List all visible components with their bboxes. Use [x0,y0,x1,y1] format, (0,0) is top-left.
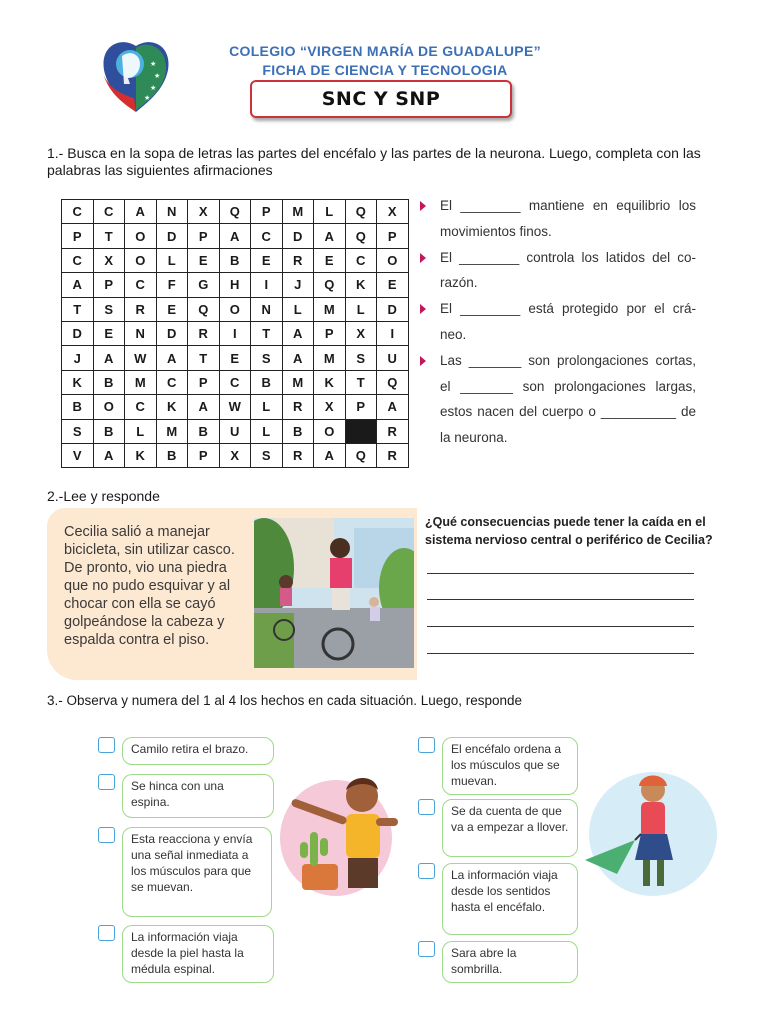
section2-heading: 2.-Lee y responde [47,488,160,504]
grid-row [62,200,409,224]
grid-cell: X [314,395,346,419]
grid-cell: X [345,321,377,345]
bullet-icon [420,304,426,314]
grid-cell: S [251,443,283,467]
grid-row [62,370,409,394]
statement-text: Las _______ son prolongaciones cortas, el _______ son prolongaciones largas, estos nacen del cuerpo o __________ de la neurona. [440,352,696,446]
answer-line[interactable] [427,573,694,574]
grid-cell: T [93,224,125,248]
grid-cell: A [125,200,157,224]
grid-cell: B [156,443,188,467]
grid-cell: Q [345,443,377,467]
grid-cell: O [314,419,346,443]
grid-cell: A [93,346,125,370]
number-checkbox[interactable] [98,774,115,790]
grid-cell: Q [314,273,346,297]
grid-cell: B [93,419,125,443]
grid-cell: E [156,297,188,321]
grid-cell: K [125,443,157,467]
grid-cell: C [156,370,188,394]
grid-cell: J [62,346,94,370]
grid-cell: O [125,224,157,248]
word-search-grid [61,199,409,468]
grid-cell: S [62,419,94,443]
number-checkbox[interactable] [98,827,115,843]
section1-instruction: 1.- Busca en la sopa de letras las partes del encéfalo y las partes de la neurona. Luego, completa con las palabras las siguientes afirmaciones [47,145,701,178]
grid-cell: U [377,346,409,370]
grid-cell: I [251,273,283,297]
grid-cell: B [251,370,283,394]
sequence-item: La información viaja desde la piel hasta la médula espinal. [122,925,274,983]
grid-cell: I [219,321,251,345]
grid-cell: R [125,297,157,321]
grid-cell: C [93,200,125,224]
grid-cell: P [188,370,220,394]
grid-cell: P [377,224,409,248]
grid-cell: M [282,370,314,394]
grid-cell: Q [188,297,220,321]
svg-text:★: ★ [154,73,161,80]
number-checkbox[interactable] [418,941,435,957]
grid-cell: W [219,395,251,419]
grid-row [62,346,409,370]
grid-cell: C [251,224,283,248]
grid-cell: L [156,248,188,272]
grid-cell: Q [345,224,377,248]
grid-cell: B [62,395,94,419]
number-checkbox[interactable] [98,737,115,753]
grid-cell: U [219,419,251,443]
statement-text: El ________ controla los latidos del co- razón. [440,249,696,291]
grid-cell: K [156,395,188,419]
grid-cell: L [314,200,346,224]
grid-cell: K [345,273,377,297]
boy-with-cactus-illustration [280,768,400,900]
grid-cell: D [156,224,188,248]
sequence-item: Se da cuenta de que va a empezar a llover. [442,799,578,857]
grid-cell: O [93,395,125,419]
grid-cell: E [377,273,409,297]
grid-cell: S [345,346,377,370]
grid-cell: X [188,200,220,224]
cyclists-photo [254,518,414,668]
grid-cell: C [62,200,94,224]
svg-text:★: ★ [150,61,157,68]
grid-cell: I [377,321,409,345]
grid-cell: N [156,200,188,224]
grid-cell: V [62,443,94,467]
grid-cell: E [188,248,220,272]
grid-cell: A [314,443,346,467]
grid-cell: L [125,419,157,443]
grid-cell: B [188,419,220,443]
school-name: COLEGIO “VIRGEN MARÍA DE GUADALUPE” [229,43,541,59]
grid-cell: E [93,321,125,345]
grid-cell: S [93,297,125,321]
grid-cell: B [282,419,314,443]
grid-cell: L [282,297,314,321]
grid-cell: K [314,370,346,394]
grid-cell: D [377,297,409,321]
grid-row [62,297,409,321]
grid-cell: A [62,273,94,297]
grid-cell: X [219,443,251,467]
bullet-icon [420,253,426,263]
worksheet-title: SNC Y SNP [321,88,441,110]
statement-item [420,245,696,297]
grid-cell: X [93,248,125,272]
svg-text:★: ★ [144,95,151,102]
grid-cell: S [251,346,283,370]
number-checkbox[interactable] [98,925,115,941]
grid-cell: M [314,346,346,370]
grid-cell: R [282,395,314,419]
grid-cell: M [156,419,188,443]
grid-cell: F [156,273,188,297]
grid-row [62,224,409,248]
grid-cell: P [93,273,125,297]
grid-cell: M [314,297,346,321]
grid-cell: B [219,248,251,272]
grid-cell: D [62,321,94,345]
grid-cell: E [219,346,251,370]
grid-row [62,395,409,419]
grid-cell: W [125,346,157,370]
sequence-item: Esta reacciona y envía una señal inmediata a los músculos para que se muevan. [122,827,272,917]
statement-item [420,193,696,245]
statement-item [420,296,696,348]
grid-row [62,443,409,467]
grid-cell: Q [219,200,251,224]
grid-cell: R [282,443,314,467]
grid-cell: A [188,395,220,419]
grid-row [62,248,409,272]
grid-cell: D [282,224,314,248]
title-box [250,80,512,118]
grid-cell: C [219,370,251,394]
question-text: ¿Qué consecuencias puede tener la caída en el sistema nervioso central o periférico de Cecilia? [425,515,713,547]
grid-cell: Q [345,200,377,224]
grid-cell: O [377,248,409,272]
grid-cell: R [282,248,314,272]
section3-heading: 3.- Observa y numera del 1 al 4 los hechos en cada situación. Luego, responde [47,693,523,708]
number-checkbox[interactable] [418,799,435,815]
grid-cell: P [314,321,346,345]
grid-cell: C [62,248,94,272]
grid-row [62,273,409,297]
grid-cell: N [251,297,283,321]
grid-cell: A [377,395,409,419]
grid-cell: P [345,395,377,419]
grid-cell: T [251,321,283,345]
grid-cell: C [345,248,377,272]
grid-cell: R [377,419,409,443]
grid-cell: T [345,370,377,394]
grid-cell: P [188,224,220,248]
girl-with-umbrella-illustration [577,768,717,900]
sequence-item: Camilo retira el brazo. [122,737,274,765]
school-logo [100,36,172,114]
svg-text:★: ★ [150,85,157,92]
bullet-icon [420,201,426,211]
grid-cell: J [282,273,314,297]
sequence-item: La información viaja desde los sentidos hasta el encéfalo. [442,863,578,935]
statement-item [420,348,696,451]
grid-cell: A [282,321,314,345]
grid-cell: C [125,395,157,419]
grid-cell: O [219,297,251,321]
statements-list [420,193,696,451]
worksheet-subtitle: FICHA DE CIENCIA Y TECNOLOGIA [262,62,508,78]
number-checkbox[interactable] [418,863,435,879]
grid-cell: B [93,370,125,394]
answer-line[interactable] [427,653,694,654]
grid-cell-blank [345,419,377,443]
answer-line[interactable] [427,599,694,600]
grid-cell: A [219,224,251,248]
grid-cell: M [282,200,314,224]
grid-cell: Q [377,370,409,394]
bullet-icon [420,356,426,366]
number-checkbox[interactable] [418,737,435,753]
grid-cell: K [62,370,94,394]
grid-cell: N [125,321,157,345]
grid-cell: R [188,321,220,345]
grid-cell: A [93,443,125,467]
grid-cell: P [251,200,283,224]
grid-cell: A [314,224,346,248]
grid-cell: P [188,443,220,467]
grid-cell: L [251,395,283,419]
grid-cell: X [377,200,409,224]
grid-cell: T [188,346,220,370]
story-text: Cecilia salió a manejar bicicleta, sin utilizar casco. De pronto, vio una piedra que no pudo esquivar y al chocar con ella se cayó golpeándose la cabeza y espalda contra el piso. [64,524,235,648]
grid-cell: E [314,248,346,272]
grid-cell: R [377,443,409,467]
grid-cell: L [345,297,377,321]
grid-cell: L [251,419,283,443]
grid-cell: H [219,273,251,297]
grid-cell: O [125,248,157,272]
grid-cell: D [156,321,188,345]
grid-row [62,419,409,443]
grid-cell: A [156,346,188,370]
answer-line[interactable] [427,626,694,627]
grid-cell: E [251,248,283,272]
grid-cell: G [188,273,220,297]
grid-cell: M [125,370,157,394]
sequence-item: Sara abre la sombrilla. [442,941,578,983]
sequence-item: El encéfalo ordena a los músculos que se muevan. [442,737,578,795]
statement-text: El ________ mantiene en equilibrio los movimientos finos. [440,198,696,239]
statement-text: El ________ está protegido por el crá- neo. [440,301,696,342]
grid-cell: A [282,346,314,370]
grid-cell: P [62,224,94,248]
grid-cell: C [125,273,157,297]
sequence-item: Se hinca con una espina. [122,774,274,818]
grid-cell: T [62,297,94,321]
grid-row [62,321,409,345]
